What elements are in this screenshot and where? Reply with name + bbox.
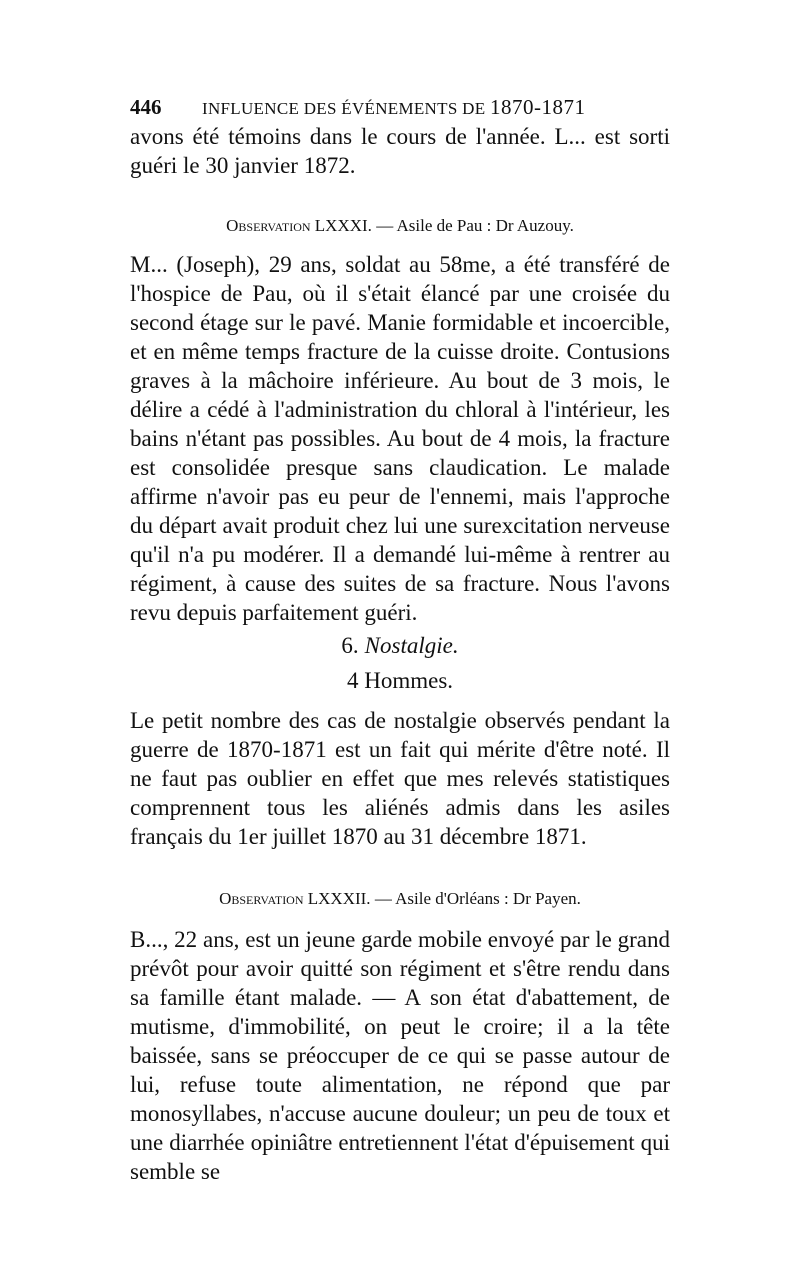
running-head: [130, 92, 670, 122]
observation-81-label: Observation LXXXI.: [226, 216, 372, 235]
page-number: 446: [130, 95, 162, 119]
nostalgia-intro-paragraph: Le petit nombre des cas de nostalgie observés pendant la guerre de 1870-1871 est un fait qui mérite d'être noté. Il ne faut pas oublier en effet que mes relevés statistiques comprennent tous les aliénés admis dans les asiles français du 1er juillet 1870 au 31 décembre 1871.: [130, 708, 670, 849]
book-page: [130, 92, 670, 1186]
section-title: Nostalgie.: [364, 633, 459, 658]
running-title-text: INFLUENCE DES ÉVÉNEMENTS DE: [202, 99, 486, 118]
observation-81-detail: — Asile de Pau : Dr Auzouy.: [376, 216, 574, 235]
continuation-paragraph: avons été témoins dans le cours de l'année. L... est sorti guéri le 30 janvier 1872.: [130, 124, 670, 178]
section-number: 6.: [341, 633, 359, 658]
observation-82-label: Observation LXXXII.: [219, 889, 371, 908]
running-title-years: 1870-1871: [489, 95, 586, 119]
observation-82-body: B..., 22 ans, est un jeune garde mobile envoyé par le grand prévôt pour avoir quitté son régiment et s'être rendu dans sa famille étant malade. — A son état d'abattement, de mutisme, d'immobilité, on peut le croire; il a la tête baissée, sans se préoccuper de ce qui se passe autour de lui, refuse toute alimentation, ne répond que par monosyllabes, n'accuse aucune douleur; un peu de toux et une diarrhée opiniâtre entretiennent l'état d'épuisement qui semble se: [130, 927, 670, 1184]
section-heading: [130, 631, 670, 660]
observation-82-detail: — Asile d'Orléans : Dr Payen.: [374, 889, 581, 908]
observation-81-body: M... (Joseph), 29 ans, soldat au 58me, a été transféré de l'hospice de Pau, où il s'était élancé par une croisée du second étage sur le pavé. Manie formidable et incoercible, et en même temps fracture de la cuisse droite. Contusions graves à la mâchoire inférieure. Au bout de 3 mois, le délire a cédé à l'administration du chloral à l'intérieur, les bains n'étant pas possibles. Au bout de 4 mois, la fracture est consolidée presque sans claudication. Le malade affirme n'avoir pas eu peur de l'ennemi, mais l'approche du départ avait produit chez lui une surexcitation nerveuse qu'il n'a pu modérer. Il a demandé lui-même à rentrer au régiment, à cause des suites de sa fracture. Nous l'avons revu depuis parfaitement guéri.: [130, 252, 670, 625]
observation-82-heading: [130, 887, 670, 911]
section-subtitle: 4 Hommes.: [346, 668, 454, 693]
running-title: [202, 92, 585, 124]
observation-81-heading: [130, 214, 670, 238]
